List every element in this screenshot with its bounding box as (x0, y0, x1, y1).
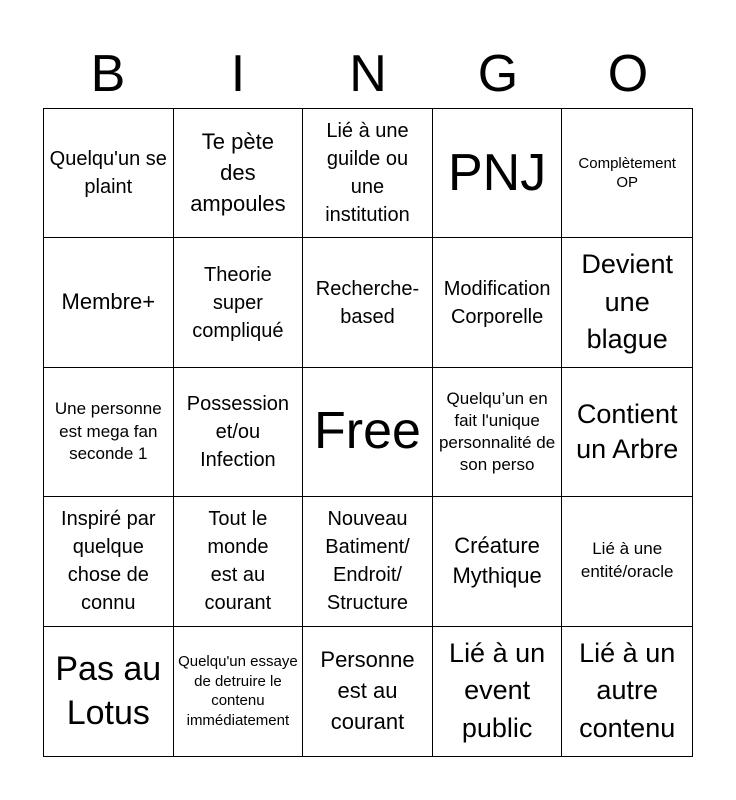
bingo-cell[interactable]: Inspiré par quelque chose de connu (44, 497, 174, 626)
bingo-cell[interactable]: Lié à une guilde ou une institution (303, 109, 433, 238)
bingo-cell[interactable]: Tout le monde est au courant (174, 497, 304, 626)
bingo-cell[interactable]: Te pète des ampoules (174, 109, 304, 238)
bingo-cell[interactable]: Theorie super compliqué (174, 238, 304, 367)
bingo-cell[interactable]: Recherche-based (303, 238, 433, 367)
header-letter-g: G (477, 45, 519, 103)
bingo-cell[interactable]: Nouveau Batiment/ Endroit/ Structure (303, 497, 433, 626)
bingo-cell[interactable]: Quelqu'un se plaint (44, 109, 174, 238)
bingo-cell[interactable]: Free (303, 368, 433, 497)
bingo-cell[interactable]: Membre+ (44, 238, 174, 367)
bingo-cell[interactable]: Complètement OP (562, 109, 692, 238)
bingo-cell[interactable]: Créature Mythique (433, 497, 563, 626)
bingo-cell[interactable]: Lié à un autre contenu (579, 637, 676, 744)
bingo-cell[interactable]: Modification Corporelle (433, 238, 563, 367)
bingo-cell[interactable]: Lié à un event public (433, 627, 563, 756)
bingo-cell[interactable]: Pas au Lotus (44, 627, 174, 756)
header-letter-i: I (230, 45, 246, 103)
header-letter-o: O (607, 45, 649, 103)
bingo-cell[interactable]: Personne est au courant (303, 627, 433, 756)
header-letter-b: B (90, 45, 126, 103)
bingo-cell[interactable]: PNJ (433, 109, 563, 238)
header-letter-n: N (349, 45, 387, 103)
bingo-cell[interactable]: Contient un Arbre (562, 368, 692, 497)
bingo-header (43, 40, 693, 108)
bingo-cell[interactable]: Quelqu'un essaye de detruire le contenu immédiatement (174, 627, 304, 756)
bingo-cell[interactable]: Devient une blague (562, 238, 692, 367)
bingo-cell[interactable]: Une personne est mega fan seconde 1 (44, 368, 174, 497)
bingo-cell[interactable]: Quelqu’un en fait l'unique personnalité de son perso (433, 368, 563, 497)
bingo-cell[interactable]: Lié à une entité/oracle (562, 497, 692, 626)
bingo-cell[interactable]: Possession et/ou Infection (174, 368, 304, 497)
bingo-grid (43, 108, 693, 757)
